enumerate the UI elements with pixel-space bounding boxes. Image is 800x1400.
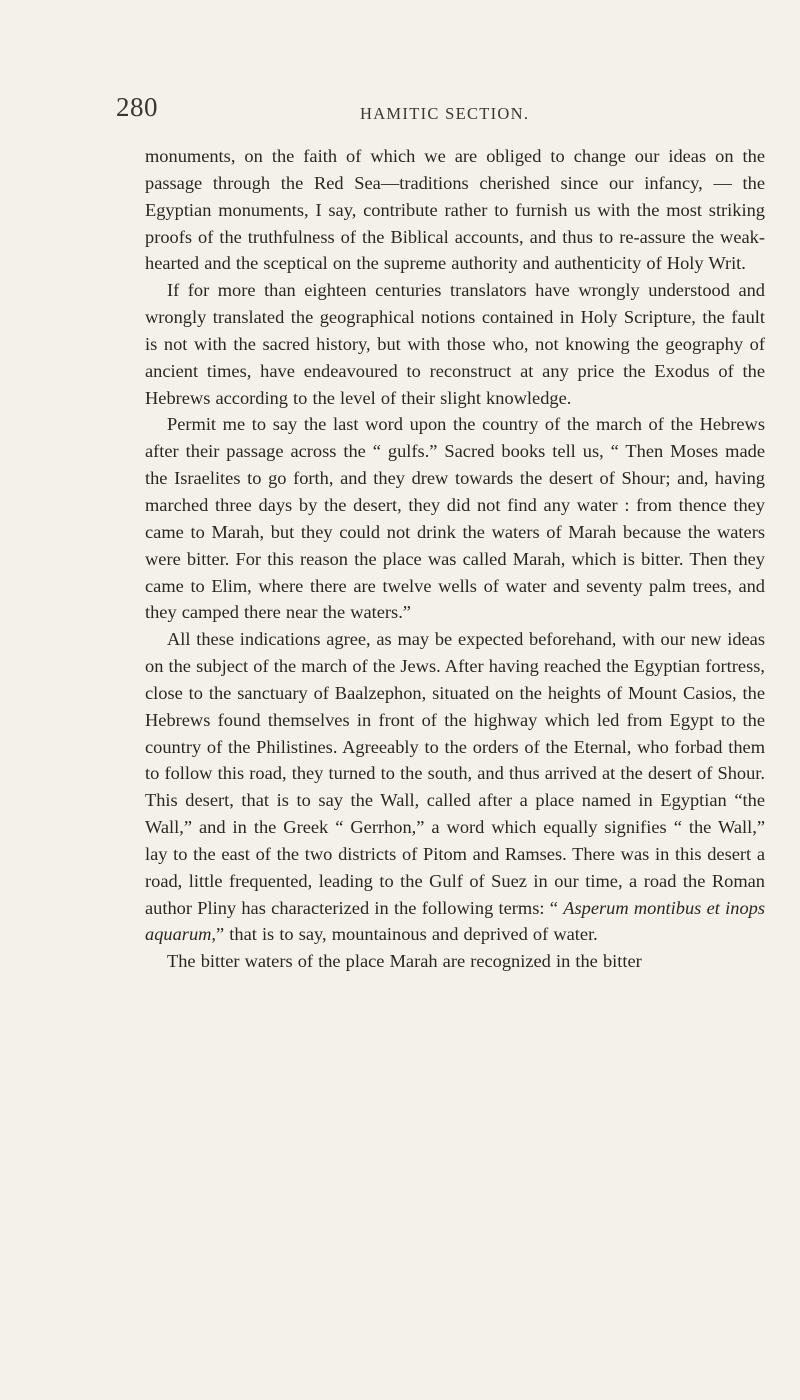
latin-quotation: Asperum montibus et inops aquarum, [145,897,765,945]
paragraph-3: Permit me to say the last word upon the country of the march of the Hebrews after their passage across the “ gulfs.” Sacred books tell us, “ Then Moses made the Israelites to go forth, and they drew towards the desert of Shour; and, having marched three days by the desert, they did not find any water : from thence they came to Marah, but they could not drink the waters of Marah because the waters were bitter. For this reason the place was called Marah, which is bitter. Then they came to Elim, where there are twelve wells of water and seventy palm trees, and they camped there near the waters.” [145,414,765,623]
page-number: 280 [116,92,158,122]
page-header [0,92,800,132]
paragraph-4-continuation: ” that is to say, mountainous and deprived of water. [216,924,598,945]
paragraph-4 [145,626,765,948]
quote-open: “ [544,897,564,918]
paragraph-4-text: All these indications agree, as may be expected beforehand, with our new ideas on the subject of the march of the Jews. After having reached the Egyptian fortress, close to the sanctuary of Baalzephon, situated on the heights of Mount Casios, the Hebrews found themselves in front of the highway which led from Egypt to the country of the Philistines. Agreeably to the orders of the Eternal, who forbad them to follow this road, they turned to the south, and thus arrived at the desert of Shour. This desert, that is to say the Wall, called after a place named in Egyptian “the Wall,” and in the Greek “ Gerrhon,” a word which equally signifies “ the Wall,” lay to the east of the two districts of Pitom and Ramses. There was in this desert a road, little frequented, leading to the Gulf of Suez in our time, a road the Roman author Pliny has characterized in the following terms: [145,629,765,918]
body-text [145,143,765,975]
paragraph-5: The bitter waters of the place Marah are recognized in the bitter [167,951,642,972]
paragraph-2: If for more than eighteen centuries translators have wrongly understood and wrongly translated the geographical notions contained in Holy Scripture, the fault is not with the sacred history, but with those who, not knowing the geography of ancient times, have endeavoured to reconstruct at any price the Exodus of the Hebrews according to the level of their slight knowledge. [145,280,765,408]
running-head: HAMITIC SECTION. [360,104,530,123]
paragraph-1: monuments, on the faith of which we are obliged to change our ideas on the passage through the Red Sea—traditions cherished since our infancy, — the Egyptian monuments, I say, contribute rather to furnish us with the most striking proofs of the truthfulness of the Biblical accounts, and thus to re-assure the weak-hearted and the sceptical on the supreme authority and authenticity of Holy Writ. [145,146,765,274]
